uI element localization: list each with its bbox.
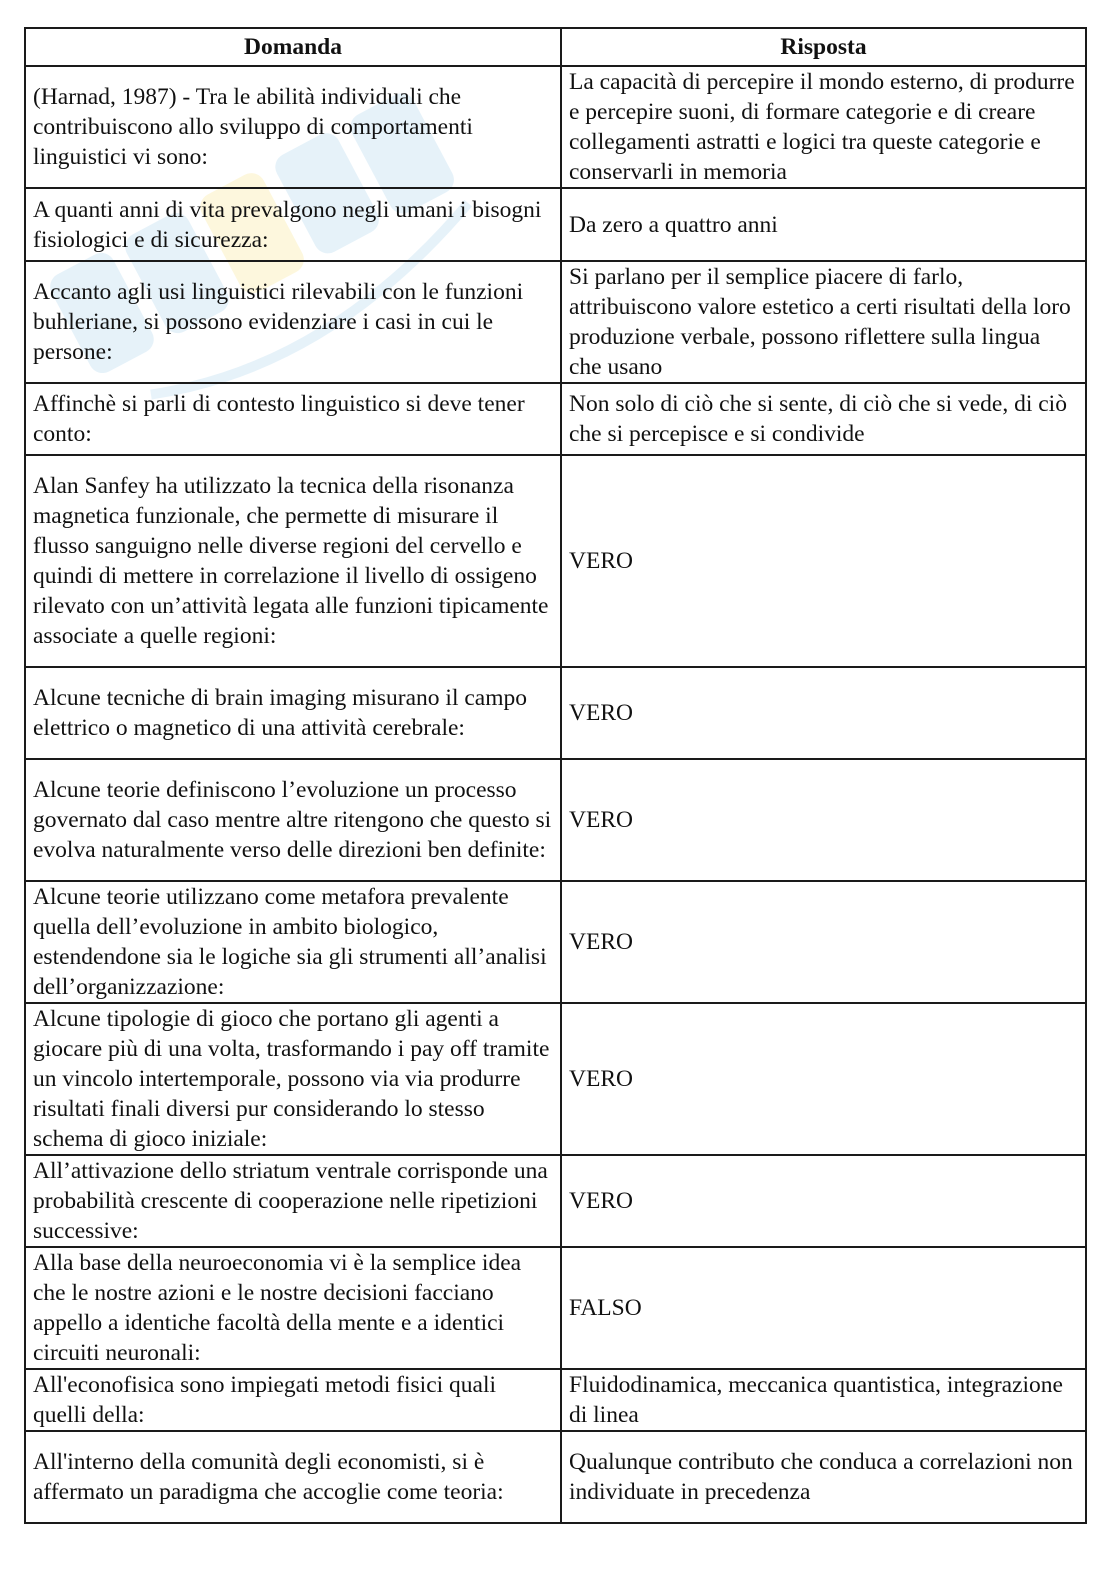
answer-cell: Fluidodinamica, meccanica quantistica, integrazione di linea	[561, 1369, 1086, 1431]
header-question: Domanda	[25, 28, 561, 66]
question-cell: A quanti anni di vita prevalgono negli umani i bisogni fisiologici e di sicurezza:	[25, 188, 561, 261]
table-row	[25, 188, 1086, 261]
answer-cell: VERO	[561, 1003, 1086, 1155]
table-row	[25, 881, 1086, 1003]
table-row	[25, 261, 1086, 383]
question-cell: All'interno della comunità degli economisti, si è affermato un paradigma che accoglie come teoria:	[25, 1431, 561, 1523]
question-cell: (Harnad, 1987) - Tra le abilità individuali che contribuiscono allo sviluppo di comportamenti linguistici vi sono:	[25, 66, 561, 188]
question-cell: Affinchè si parli di contesto linguistico si deve tener conto:	[25, 383, 561, 455]
qa-table	[24, 27, 1087, 1524]
answer-cell: VERO	[561, 455, 1086, 667]
answer-cell: Da zero a quattro anni	[561, 188, 1086, 261]
question-cell: Alcune tecniche di brain imaging misurano il campo elettrico o magnetico di una attività cerebrale:	[25, 667, 561, 759]
table-row	[25, 455, 1086, 667]
table-header-row	[25, 28, 1086, 66]
answer-cell: VERO	[561, 881, 1086, 1003]
table-row	[25, 759, 1086, 881]
table-row	[25, 1431, 1086, 1523]
table-row	[25, 1003, 1086, 1155]
answer-cell: La capacità di percepire il mondo esterno, di produrre e percepire suoni, di formare categorie e di creare collegamenti astratti e logici tra queste categorie e conservarli in memoria	[561, 66, 1086, 188]
question-cell: Alcune teorie utilizzano come metafora prevalente quella dell’evoluzione in ambito biologico, estendendone sia le logiche sia gli strumenti all’analisi dell’organizzazione:	[25, 881, 561, 1003]
question-cell: All'econofisica sono impiegati metodi fisici quali quelli della:	[25, 1369, 561, 1431]
table-row	[25, 667, 1086, 759]
table-row	[25, 1247, 1086, 1369]
header-answer: Risposta	[561, 28, 1086, 66]
answer-cell: Si parlano per il semplice piacere di farlo, attribuiscono valore estetico a certi risultati della loro produzione verbale, possono riflettere sulla lingua che usano	[561, 261, 1086, 383]
table-row	[25, 66, 1086, 188]
answer-cell: VERO	[561, 1155, 1086, 1247]
table-row	[25, 383, 1086, 455]
answer-cell: VERO	[561, 667, 1086, 759]
answer-cell: FALSO	[561, 1247, 1086, 1369]
question-cell: Alcune tipologie di gioco che portano gli agenti a giocare più di una volta, trasformando i pay off tramite un vincolo intertemporale, possono via via produrre risultati finali diversi pur considerando lo stesso schema di gioco iniziale:	[25, 1003, 561, 1155]
table-row	[25, 1155, 1086, 1247]
question-cell: Alla base della neuroeconomia vi è la semplice idea che le nostre azioni e le nostre decisioni facciano appello a identiche facoltà della mente e a identici circuiti neuronali:	[25, 1247, 561, 1369]
question-cell: Accanto agli usi linguistici rilevabili con le funzioni buhleriane, si possono evidenziare i casi in cui le persone:	[25, 261, 561, 383]
question-cell: Alcune teorie definiscono l’evoluzione un processo governato dal caso mentre altre ritengono che questo si evolva naturalmente verso delle direzioni ben definite:	[25, 759, 561, 881]
answer-cell: VERO	[561, 759, 1086, 881]
answer-cell: Non solo di ciò che si sente, di ciò che si vede, di ciò che si percepisce e si condivide	[561, 383, 1086, 455]
table-row	[25, 1369, 1086, 1431]
question-cell: Alan Sanfey ha utilizzato la tecnica della risonanza magnetica funzionale, che permette di misurare il flusso sanguigno nelle diverse regioni del cervello e quindi di mettere in correlazione il livello di ossigeno rilevato con un’attività legata alle funzioni tipicamente associate a quelle regioni:	[25, 455, 561, 667]
answer-cell: Qualunque contributo che conduca a correlazioni non individuate in precedenza	[561, 1431, 1086, 1523]
question-cell: All’attivazione dello striatum ventrale corrisponde una probabilità crescente di cooperazione nelle ripetizioni successive:	[25, 1155, 561, 1247]
